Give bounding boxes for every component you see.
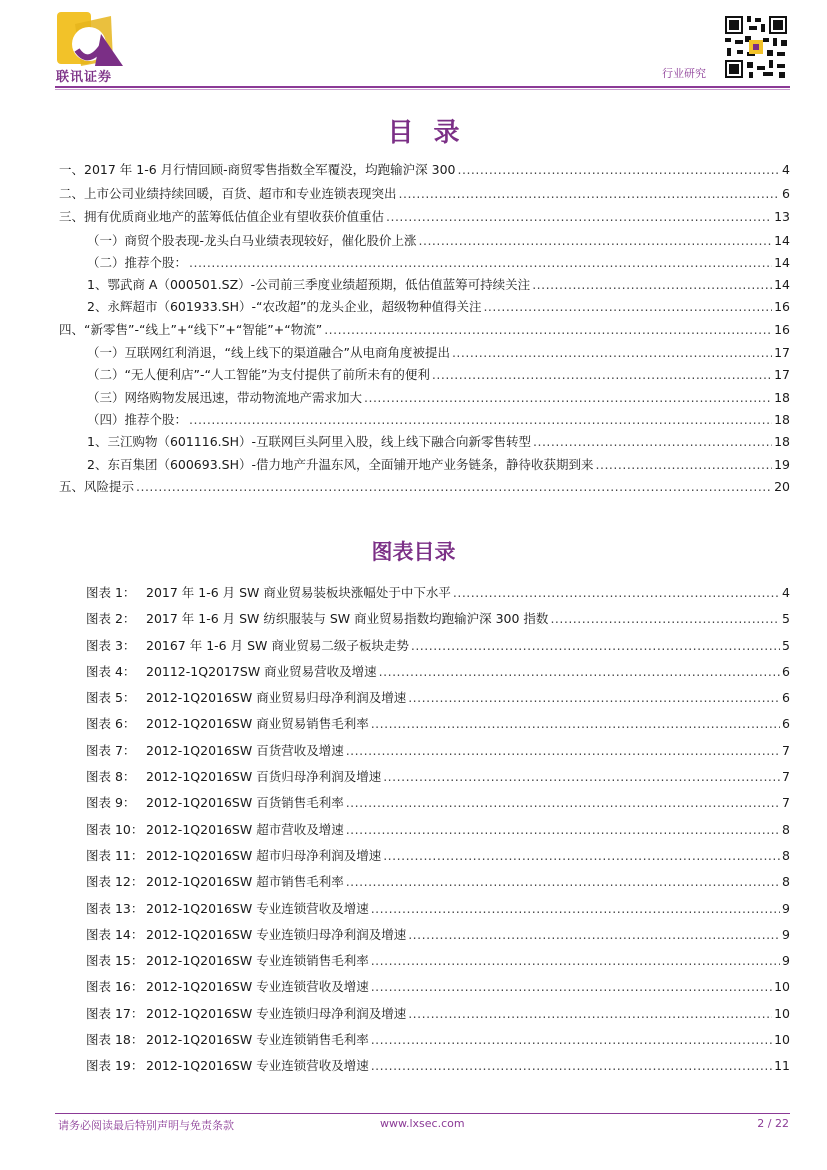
figure-entry[interactable]: 图表 9： 2012-1Q2016SW 百货销售毛利率 ..... 7	[86, 793, 790, 819]
figure-entry[interactable]: 图表 17： 2012-1Q2016SW 专业连锁归母净利润及增速 ..... 10	[86, 1004, 790, 1030]
toc-item[interactable]: （一）商贸个股表现-龙头白马业绩表现较好，催化股价上涨 ..... 14	[59, 231, 790, 253]
figure-entry[interactable]: 图表 5： 2012-1Q2016SW 商业贸易归母净利润及增速 ..... 6	[86, 688, 790, 714]
figure-entry[interactable]: 图表 10： 2012-1Q2016SW 超市营收及增速 ..... 8	[86, 820, 790, 846]
toc-item[interactable]: 二、上市公司业绩持续回暖，百货、超市和专业连锁表现突出 ..... 6	[59, 184, 790, 208]
company-name: 联讯证券	[56, 70, 113, 85]
figure-entry[interactable]: 图表 11： 2012-1Q2016SW 超市归母净利润及增速 ..... 8	[86, 846, 790, 872]
figure-entry[interactable]: 图表 18： 2012-1Q2016SW 专业连锁销售毛利率 ..... 10	[86, 1030, 790, 1056]
toc-item[interactable]: 1、三江购物（601116.SH）-互联网巨头阿里入股，线上线下融合向新零售转型 ..... 18	[59, 432, 790, 454]
figure-entry[interactable]: 图表 16： 2012-1Q2016SW 专业连锁营收及增速 ..... 10	[86, 977, 790, 1003]
figure-entry[interactable]: 图表 13： 2012-1Q2016SW 专业连锁营收及增速 ..... 9	[86, 899, 790, 925]
figure-entry[interactable]: 图表 6： 2012-1Q2016SW 商业贸易销售毛利率 ..... 6	[86, 714, 790, 740]
toc-item[interactable]: 四、“新零售”-“线上”+“线下”+“智能”+“物流” ..... 16	[59, 320, 790, 344]
toc-title: 目录	[387, 118, 480, 148]
figure-entry[interactable]: 图表 4： 20112-1Q2017SW 商业贸易营收及增速 ..... 6	[86, 662, 790, 688]
figure-entry[interactable]: 图表 19： 2012-1Q2016SW 专业连锁营收及增速 ..... 11	[86, 1056, 790, 1082]
list-of-figures	[86, 583, 790, 1083]
footer-page-number: 2 / 22	[757, 1117, 789, 1130]
footer-website[interactable]: www.lxsec.com	[380, 1117, 465, 1130]
qr-code	[723, 14, 789, 80]
figure-entry[interactable]: 图表 8： 2012-1Q2016SW 百货归母净利润及增速 ..... 7	[86, 767, 790, 793]
figure-entry[interactable]: 图表 7： 2012-1Q2016SW 百货营收及增速 ..... 7	[86, 741, 790, 767]
toc-item[interactable]: （二）推荐个股： ..... 14	[59, 253, 790, 275]
footer-rule	[55, 1113, 790, 1114]
figure-entry[interactable]: 图表 12： 2012-1Q2016SW 超市销售毛利率 ..... 8	[86, 872, 790, 898]
toc-item[interactable]: （一）互联网红利消退，“线上线下的渠道融合”从电商角度被提出 ..... 17	[59, 343, 790, 365]
figure-entry[interactable]: 图表 2： 2017 年 1-6 月 SW 纺织服装与 SW 商业贸易指数均跑输沪深 300 指数 ..... 5	[86, 609, 790, 635]
toc-item[interactable]: （二）“无人便利店”-“人工智能”为支付提供了前所未有的便利 ..... 17	[59, 365, 790, 387]
footer-disclaimer: 请务必阅读最后特别声明与免责条款	[58, 1119, 234, 1132]
toc-item[interactable]: 五、风险提示 ..... 20	[59, 477, 790, 501]
toc-item[interactable]: 2、永辉超市（601933.SH）-“农改超”的龙头企业，超级物种值得关注 ..... 16	[59, 297, 790, 319]
page-header	[0, 0, 827, 92]
toc-item[interactable]: （三）网络购物发展迅速，带动物流地产需求加大 ..... 18	[59, 388, 790, 410]
table-of-contents	[59, 160, 790, 500]
toc-item[interactable]: 2、东百集团（600693.SH）-借力地产升温东风，全面铺开地产业务链条，静待收获期到来 ..... 19	[59, 455, 790, 477]
report-type: 行业研究	[662, 67, 706, 80]
toc-item[interactable]: 1、鄂武商 A（000501.SZ）-公司前三季度业绩超预期，低估值蓝筹可持续关注 ..... 14	[59, 275, 790, 297]
header-rule-thin	[55, 89, 790, 90]
figure-entry[interactable]: 图表 14： 2012-1Q2016SW 专业连锁归母净利润及增速 ..... 9	[86, 925, 790, 951]
figures-title: 图表目录	[371, 540, 456, 564]
header-rule	[55, 86, 790, 88]
toc-item[interactable]: 三、拥有优质商业地产的蓝筹低估值企业有望收获价值重估 ..... 13	[59, 207, 790, 231]
toc-item[interactable]: （四）推荐个股： ..... 18	[59, 410, 790, 432]
toc-item[interactable]: 一、2017 年 1-6 月行情回顾-商贸零售指数全军覆没，均跑输沪深 300 ..... 4	[59, 160, 790, 184]
figure-entry[interactable]: 图表 1： 2017 年 1-6 月 SW 商业贸易装板块涨幅处于中下水平 ..... 4	[86, 583, 790, 609]
figure-entry[interactable]: 图表 15： 2012-1Q2016SW 专业连锁销售毛利率 ..... 9	[86, 951, 790, 977]
figure-entry[interactable]: 图表 3： 20167 年 1-6 月 SW 商业贸易二级子板块走势 ..... 5	[86, 636, 790, 662]
